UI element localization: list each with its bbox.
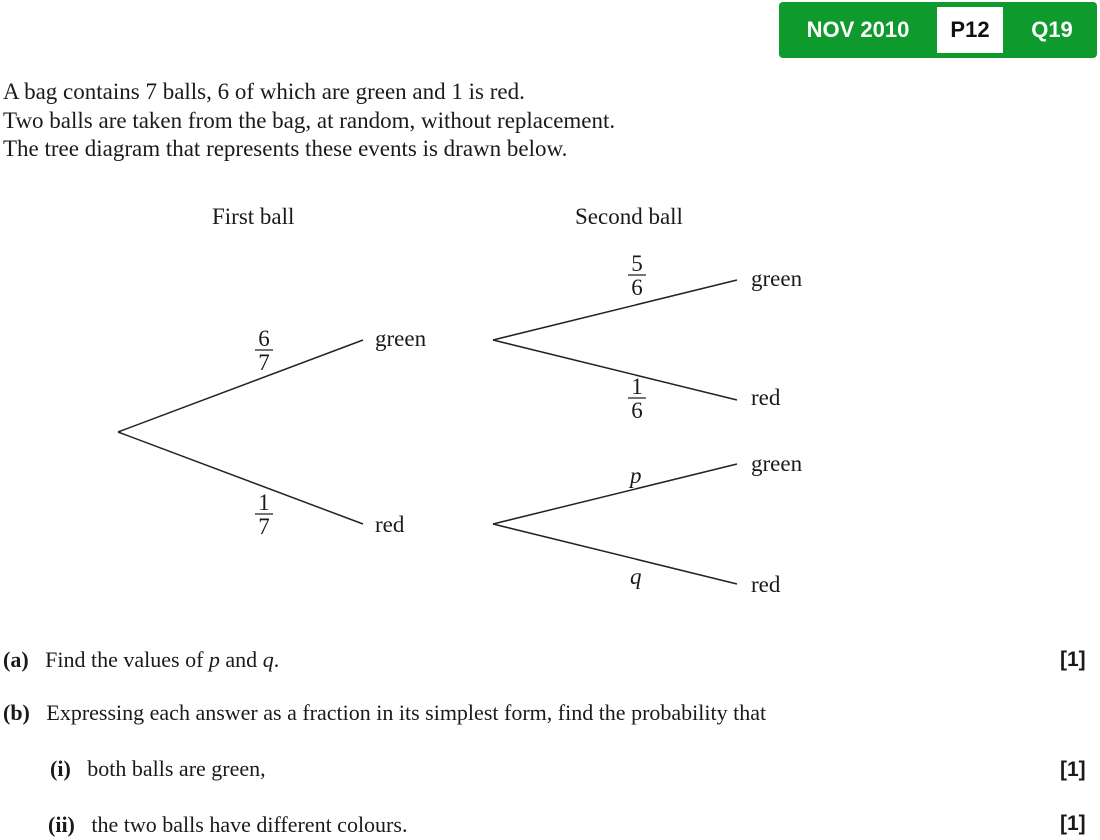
- outcome-first-green: green: [375, 326, 427, 351]
- question-b-i-label: (i): [50, 756, 71, 781]
- intro-line: The tree diagram that represents these events is drawn below.: [3, 136, 568, 161]
- intro-line: Two balls are taken from the bag, at random, without replacement.: [3, 107, 616, 133]
- outcome-green-green: green: [751, 266, 803, 291]
- branch-red-green: [493, 464, 737, 524]
- marks-a: [1]: [1060, 648, 1086, 671]
- question-b-label: (b): [3, 700, 30, 725]
- outcome-red-red: red: [751, 572, 781, 597]
- branch-first-green: [118, 340, 363, 432]
- prob-red-green: p: [630, 463, 642, 488]
- branch-green-green: [493, 280, 737, 340]
- fraction-numerator: 5: [631, 251, 643, 276]
- question-a-end: .: [273, 647, 280, 672]
- outcome-first-red: red: [375, 512, 405, 537]
- question-b-ii-text: the two balls have different colours.: [91, 812, 408, 837]
- prob-green-green: [628, 251, 646, 300]
- fraction-numerator: 1: [258, 490, 270, 515]
- question-b: [3, 700, 766, 726]
- fraction-denominator: 6: [631, 275, 643, 300]
- fraction-numerator: 1: [631, 374, 643, 399]
- prob-first-red: [255, 490, 273, 539]
- fraction-numerator: 6: [258, 326, 270, 351]
- paper-code: P12: [937, 7, 1003, 53]
- question-b-i: [50, 756, 266, 782]
- question-b-ii: [48, 812, 407, 838]
- question-number: Q19: [1031, 17, 1073, 42]
- prob-green-red: [628, 374, 646, 423]
- marks-b-i: [1]: [1060, 758, 1086, 781]
- branch-first-red: [118, 432, 363, 524]
- prob-red-red: q: [630, 564, 642, 589]
- branch-green-red: [493, 340, 737, 400]
- fraction-denominator: 6: [631, 398, 643, 423]
- prob-first-green: [255, 326, 273, 375]
- question-b-text: Expressing each answer as a fraction in its simplest form, find the probability that: [46, 700, 767, 725]
- intro-line: A bag contains 7 balls, 6 of which are green and 1 is red.: [3, 79, 525, 104]
- outcome-green-red: red: [751, 385, 781, 410]
- var-p: p: [208, 647, 220, 672]
- branch-red-red: [493, 524, 737, 584]
- question-a: [3, 647, 279, 673]
- var-q: q: [262, 647, 274, 672]
- fraction-denominator: 7: [258, 514, 270, 539]
- second-ball-heading: Second ball: [575, 204, 683, 229]
- first-ball-heading: First ball: [212, 204, 295, 229]
- fraction-denominator: 7: [258, 350, 270, 375]
- exam-date: NOV 2010: [806, 17, 910, 42]
- question-b-i-text: both balls are green,: [87, 756, 266, 781]
- marks-b-ii: [1]: [1060, 812, 1086, 835]
- question-a-text: Find the values of: [45, 647, 209, 672]
- question-a-and: and: [219, 647, 263, 672]
- question-b-ii-label: (ii): [48, 812, 75, 837]
- outcome-red-green: green: [751, 451, 803, 476]
- question-a-label: (a): [3, 647, 29, 672]
